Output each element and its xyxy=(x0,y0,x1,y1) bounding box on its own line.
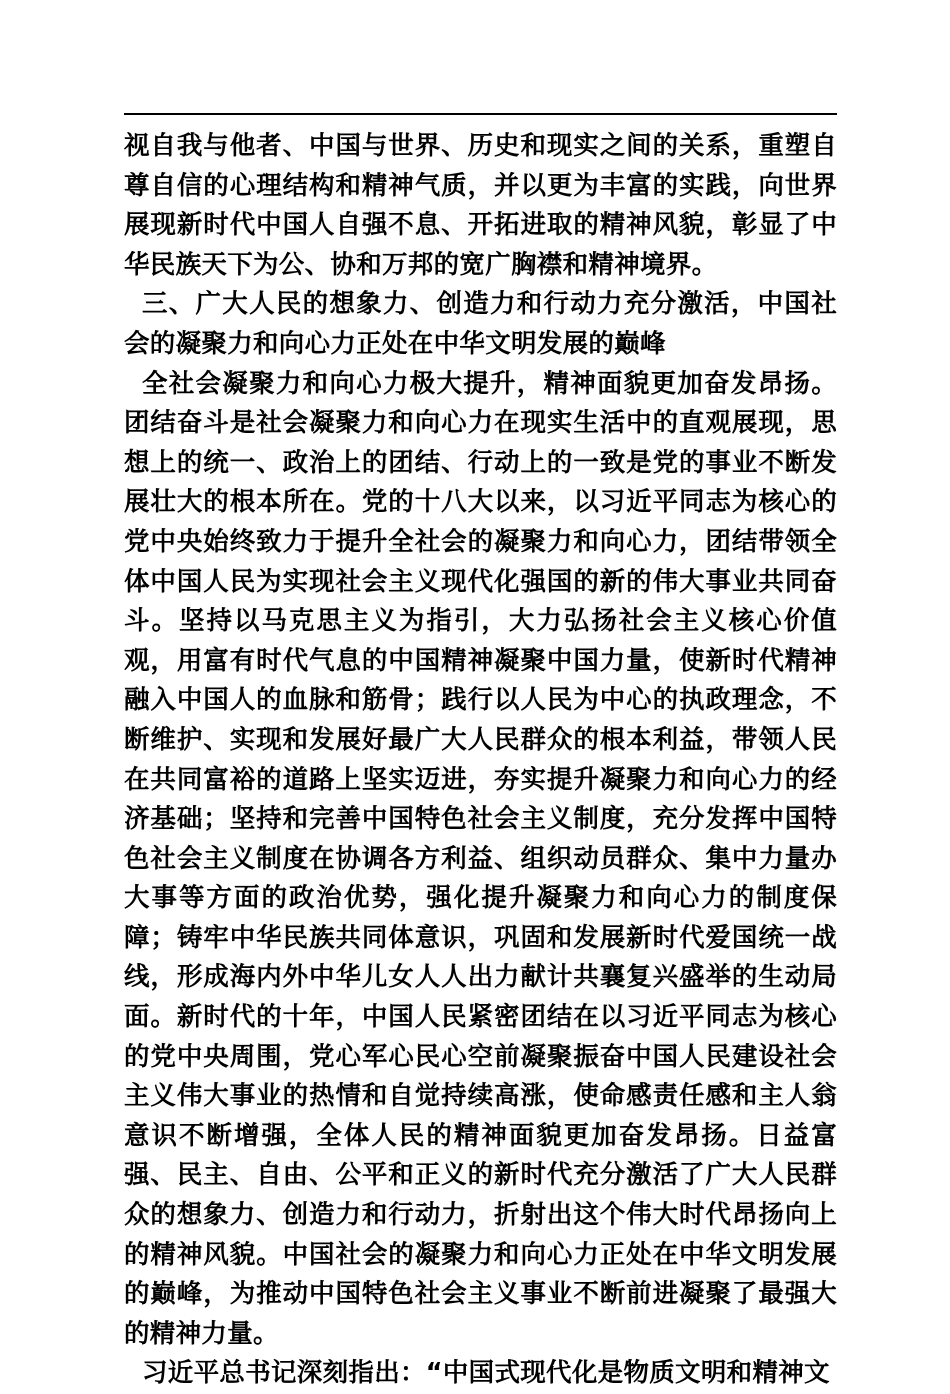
section-heading: 三、广大人民的想象力、创造力和行动力充分激活，中国社会的凝聚力和向心力正处在中华文明发展的巅峰 xyxy=(124,289,837,359)
header-rule xyxy=(124,113,837,115)
paragraph-2: 全社会凝聚力和向心力极大提升，精神面貌更加奋发昂扬。团结奋斗是社会凝聚力和向心力在现实生活中的直观展现，思想上的统一、政治上的团结、行动上的一致是党的事业不断发展壮大的根本所在。党的十八大以来，以习近平同志为核心的党中央始终致力于提升全社会的凝聚力和向心力，团结带领全体中国人民为实现社会主义现代化强国的新的伟大事业共同奋斗。坚持以马克思主义为指引，大力弘扬社会主义核心价值观，用富有时代气息的中国精神凝聚中国力量，使新时代精神融入中国人的血脉和筋骨；践行以人民为中心的执政理念，不断维护、实现和发展好最广大人民群众的根本利益，带领人民在共同富裕的道路上坚实迈进，夯实提升凝聚力和向心力的经济基础；坚持和完善中国特色社会主义制度，充分发挥中国特色社会主义制度在协调各方利益、组织动员群众、集中力量办大事等方面的政治优势，强化提升凝聚力和向心力的制度保障；铸牢中华民族共同体意识，巩固和发展新时代爱国统一战线，形成海内外中华儿女人人出力献计共襄复兴盛举的生动局面。新时代的十年，中国人民紧密团结在以习近平同志为核心的党中央周围，党心军心民心空前凝聚振奋中国人民建设社会主义伟大事业的热情和自觉持续高涨，使命感责任感和主人翁意识不断增强，全体人民的精神面貌更加奋发昂扬。日益富强、民主、自由、公平和正义的新时代充分激活了广大人民群众的想象力、创造力和行动力，折射出这个伟大时代昂扬向上的精神风貌。中国社会的凝聚力和向心力正处在中华文明发展的巅峰，为推动中国特色社会主义事业不断前进凝聚了最强大的精神力量。 xyxy=(124,368,837,1349)
paragraph-3: 习近平总书记深刻指出：“中国式现代化是物质文明和精神文 xyxy=(142,1358,830,1389)
document-body xyxy=(124,127,837,1394)
paragraph-1: 视自我与他者、中国与世界、历史和现实之间的关系，重塑自尊自信的心理结构和精神气质，并以更为丰富的实践，向世界展现新时代中国人自强不息、开拓进取的精神风貌，彰显了中华民族天下为公、协和万邦的宽广胸襟和精神境界。 xyxy=(124,131,837,280)
